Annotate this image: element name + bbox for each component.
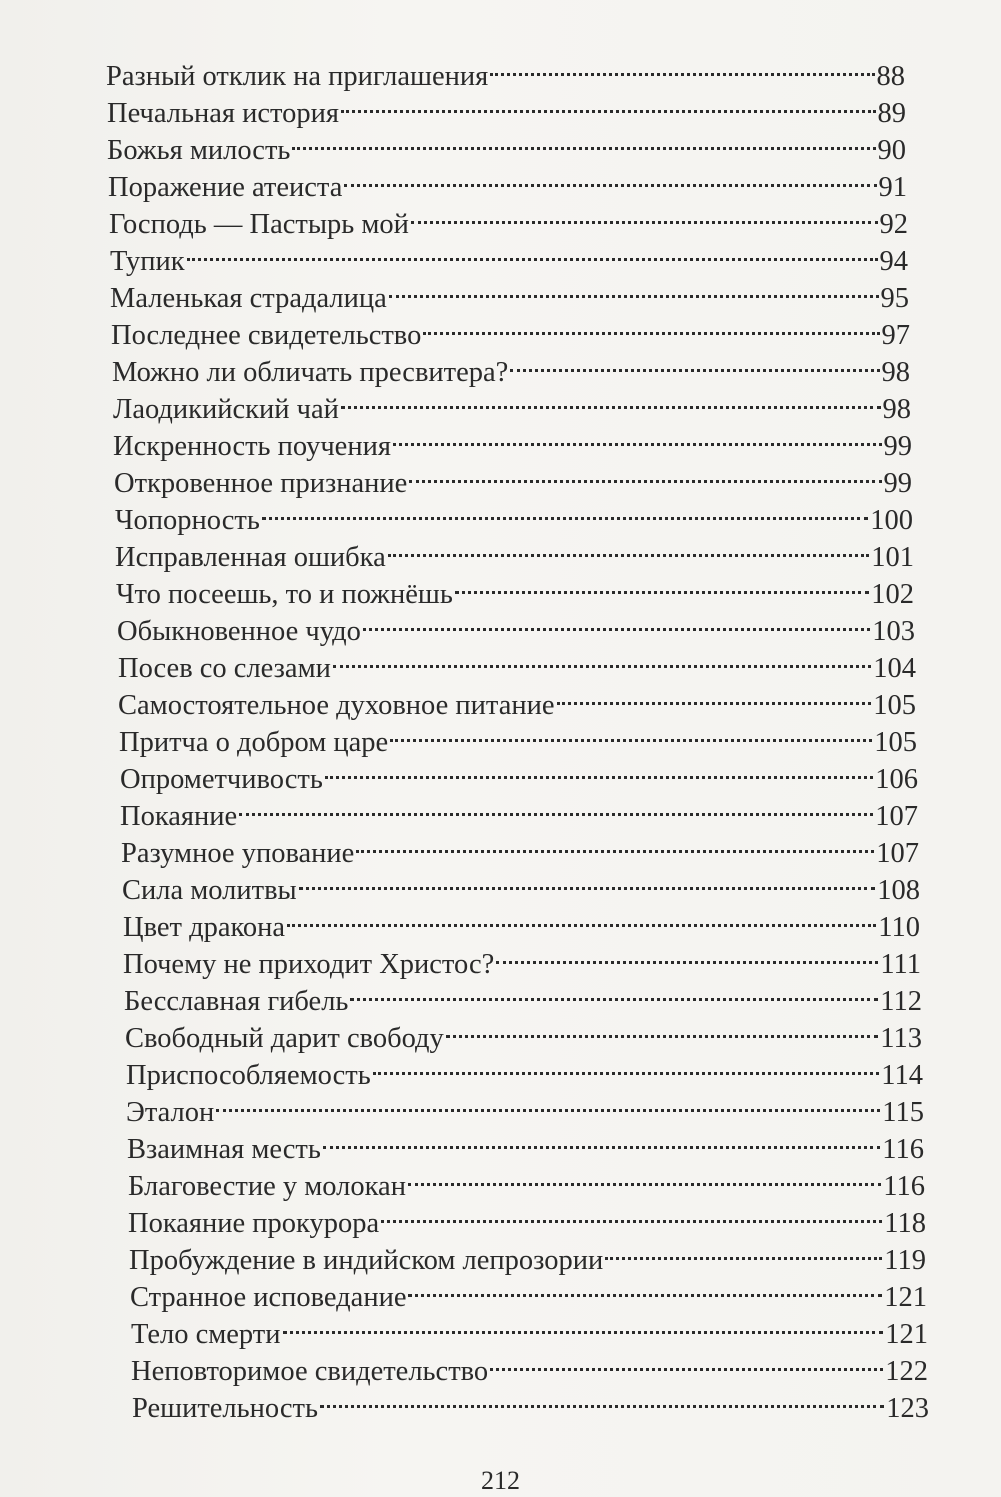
toc-entry-page: 95 <box>880 283 909 314</box>
dot-leader <box>341 85 876 122</box>
toc-entry <box>0 1380 1001 1424</box>
toc-entry-page: 112 <box>880 986 922 1017</box>
toc-entry <box>0 973 1001 1017</box>
toc-entry-title: Последнее свидетельство <box>111 320 422 351</box>
toc-entry-title: Покаяние прокурора <box>128 1208 380 1239</box>
dot-leader <box>283 1306 884 1343</box>
toc-entry <box>0 381 1001 425</box>
toc-entry-page: 121 <box>884 1282 927 1313</box>
toc-entry <box>0 159 1001 203</box>
toc-entry-title: Опрометчивость <box>120 764 323 795</box>
toc-entry-page: 98 <box>882 394 911 425</box>
toc-entry-page: 103 <box>872 616 915 647</box>
dot-leader <box>411 196 878 233</box>
toc-entry-title: Разный отклик на приглашения <box>106 61 489 92</box>
toc-entry-page: 107 <box>875 801 918 832</box>
toc-entry-title: Тупик <box>110 246 185 277</box>
toc-entry-page: 107 <box>876 838 919 869</box>
toc-entry <box>0 492 1001 536</box>
toc-entry <box>0 1158 1001 1202</box>
toc-entry-title: Искренность поучения <box>113 431 391 462</box>
toc-entry-page: 108 <box>877 875 920 906</box>
dot-leader <box>390 714 872 751</box>
toc-entry <box>0 1084 1001 1128</box>
toc-entry-page: 105 <box>873 690 916 721</box>
toc-entry-page: 104 <box>873 653 916 684</box>
dot-leader <box>344 159 876 196</box>
dot-leader <box>239 788 873 825</box>
dot-leader <box>496 936 878 973</box>
toc-entry-page: 114 <box>881 1060 923 1091</box>
toc-entry-page: 92 <box>879 209 908 240</box>
toc-entry <box>0 899 1001 943</box>
toc-entry-title: Посев со слезами <box>118 653 331 684</box>
toc-entry-title: Печальная история <box>107 98 339 129</box>
toc-entry-title: Сила молитвы <box>122 875 297 906</box>
toc-entry-title: Тело смерти <box>131 1319 281 1350</box>
toc-entry <box>0 1343 1001 1387</box>
toc-entry-page: 105 <box>874 727 917 758</box>
toc-entry <box>0 196 1001 240</box>
toc-entry-title: Что посеешь, то и пожнёшь <box>116 579 453 610</box>
dot-leader <box>490 1343 883 1380</box>
toc-entry <box>0 788 1001 832</box>
dot-leader <box>408 1269 882 1306</box>
toc-entry-title: Разумное упование <box>121 838 355 869</box>
toc-entry-title: Свободный дарит свободу <box>125 1023 444 1054</box>
toc-entry-page: 110 <box>878 912 920 943</box>
toc-entry-title: Откровенное признание <box>114 468 408 499</box>
toc-entry-page: 88 <box>876 61 905 92</box>
dot-leader <box>299 862 876 899</box>
dot-leader <box>325 751 873 788</box>
toc-entry-title: Почему не приходит Христос? <box>123 949 495 980</box>
dot-leader <box>216 1084 880 1121</box>
toc-entry-page: 122 <box>885 1356 928 1387</box>
dot-leader <box>333 640 871 677</box>
toc-entry <box>0 677 1001 721</box>
toc-entry-page: 91 <box>878 172 907 203</box>
toc-entry-title: Бесславная гибель <box>124 986 349 1017</box>
dot-leader <box>455 566 869 603</box>
toc-entry-title: Неповторимое свидетельство <box>131 1356 489 1387</box>
toc-entry-title: Благовестие у молокан <box>128 1171 406 1202</box>
dot-leader <box>408 1158 881 1195</box>
toc-entry <box>0 936 1001 980</box>
toc-entry-page: 118 <box>884 1208 926 1239</box>
dot-leader <box>341 381 881 418</box>
dot-leader <box>323 1121 880 1158</box>
toc-entry-title: Маленькая страдалица <box>110 283 387 314</box>
toc-entry-page: 98 <box>881 357 910 388</box>
toc-entry-page: 106 <box>875 764 918 795</box>
toc-entry-title: Решительность <box>132 1393 318 1424</box>
toc-entry <box>0 566 1001 610</box>
dot-leader <box>409 455 881 492</box>
toc-entry-title: Поражение атеиста <box>108 172 343 203</box>
toc-entry-page: 116 <box>882 1134 924 1165</box>
toc-entry-title: Взаимная месть <box>127 1134 321 1165</box>
toc-entry-page: 89 <box>877 98 906 129</box>
toc-entry <box>0 825 1001 869</box>
toc-entry <box>0 1047 1001 1091</box>
toc-entry-title: Можно ли обличать пресвитера? <box>112 357 509 388</box>
toc-entry-title: Пробуждение в индийском лепрозории <box>129 1245 604 1276</box>
toc-entry-title: Притча о добром царе <box>119 727 389 758</box>
toc-entry-page: 111 <box>880 949 921 980</box>
toc-entry <box>0 122 1001 166</box>
toc-entry <box>0 48 1001 92</box>
dot-leader <box>381 1195 882 1232</box>
toc-entry <box>0 1232 1001 1276</box>
toc-entry-title: Эталон <box>126 1097 215 1128</box>
dot-leader <box>393 418 882 455</box>
toc-entry-page: 121 <box>885 1319 928 1350</box>
toc-entry <box>0 270 1001 314</box>
dot-leader <box>490 48 874 85</box>
page-number: 212 <box>481 1466 520 1495</box>
toc-entry <box>0 307 1001 351</box>
toc-entry-page: 90 <box>877 135 906 166</box>
toc-entry-title: Покаяние <box>120 801 238 832</box>
toc-entry <box>0 1269 1001 1313</box>
toc-entry <box>0 603 1001 647</box>
toc-entry-page: 119 <box>884 1245 926 1276</box>
dot-leader <box>389 270 879 307</box>
toc-entry-title: Исправленная ошибка <box>115 542 386 573</box>
toc-entry-page: 94 <box>879 246 908 277</box>
toc-entry-title: Самостоятельное духовное питание <box>118 690 555 721</box>
toc-entry <box>0 1121 1001 1165</box>
dot-leader <box>262 492 868 529</box>
dot-leader <box>373 1047 880 1084</box>
dot-leader <box>356 825 874 862</box>
dot-leader <box>187 233 878 270</box>
toc-entry <box>0 640 1001 684</box>
toc-entry <box>0 85 1001 129</box>
toc-entry <box>0 751 1001 795</box>
dot-leader <box>320 1380 884 1417</box>
toc-entry-title: Господь — Пастырь мой <box>109 209 409 240</box>
toc-entry-title: Божья милость <box>107 135 291 166</box>
toc-entry-title: Лаодикийский чай <box>113 394 339 425</box>
toc-entry-page: 99 <box>883 468 912 499</box>
toc-entry <box>0 862 1001 906</box>
toc-entry <box>0 344 1001 388</box>
toc-entry-page: 116 <box>883 1171 925 1202</box>
toc-entry-title: Странное исповедание <box>130 1282 407 1313</box>
toc-entry-page: 101 <box>871 542 914 573</box>
dot-leader <box>605 1232 882 1269</box>
table-of-contents <box>0 48 1001 1424</box>
toc-entry <box>0 1306 1001 1350</box>
toc-entry-page: 102 <box>871 579 914 610</box>
toc-entry-title: Приспособляемость <box>126 1060 371 1091</box>
toc-entry-page: 123 <box>886 1393 929 1424</box>
toc-entry-title: Обыкновенное чудо <box>117 616 361 647</box>
dot-leader <box>287 899 876 936</box>
toc-entry <box>0 714 1001 758</box>
toc-entry-title: Чопорность <box>115 505 260 536</box>
toc-entry-page: 115 <box>882 1097 924 1128</box>
dot-leader <box>363 603 870 640</box>
toc-entry <box>0 1010 1001 1054</box>
toc-entry <box>0 529 1001 573</box>
toc-entry-title: Цвет дракона <box>123 912 286 943</box>
dot-leader <box>350 973 878 1010</box>
dot-leader <box>446 1010 878 1047</box>
dot-leader <box>388 529 870 566</box>
toc-entry <box>0 455 1001 499</box>
toc-entry-page: 99 <box>883 431 912 462</box>
toc-entry <box>0 233 1001 277</box>
toc-entry <box>0 418 1001 462</box>
dot-leader <box>510 344 879 381</box>
toc-entry-page: 97 <box>881 320 910 351</box>
toc-entry-page: 100 <box>870 505 913 536</box>
toc-entry <box>0 1195 1001 1239</box>
dot-leader <box>423 307 879 344</box>
toc-entry-page: 113 <box>880 1023 922 1054</box>
dot-leader <box>557 677 872 714</box>
dot-leader <box>292 122 875 159</box>
